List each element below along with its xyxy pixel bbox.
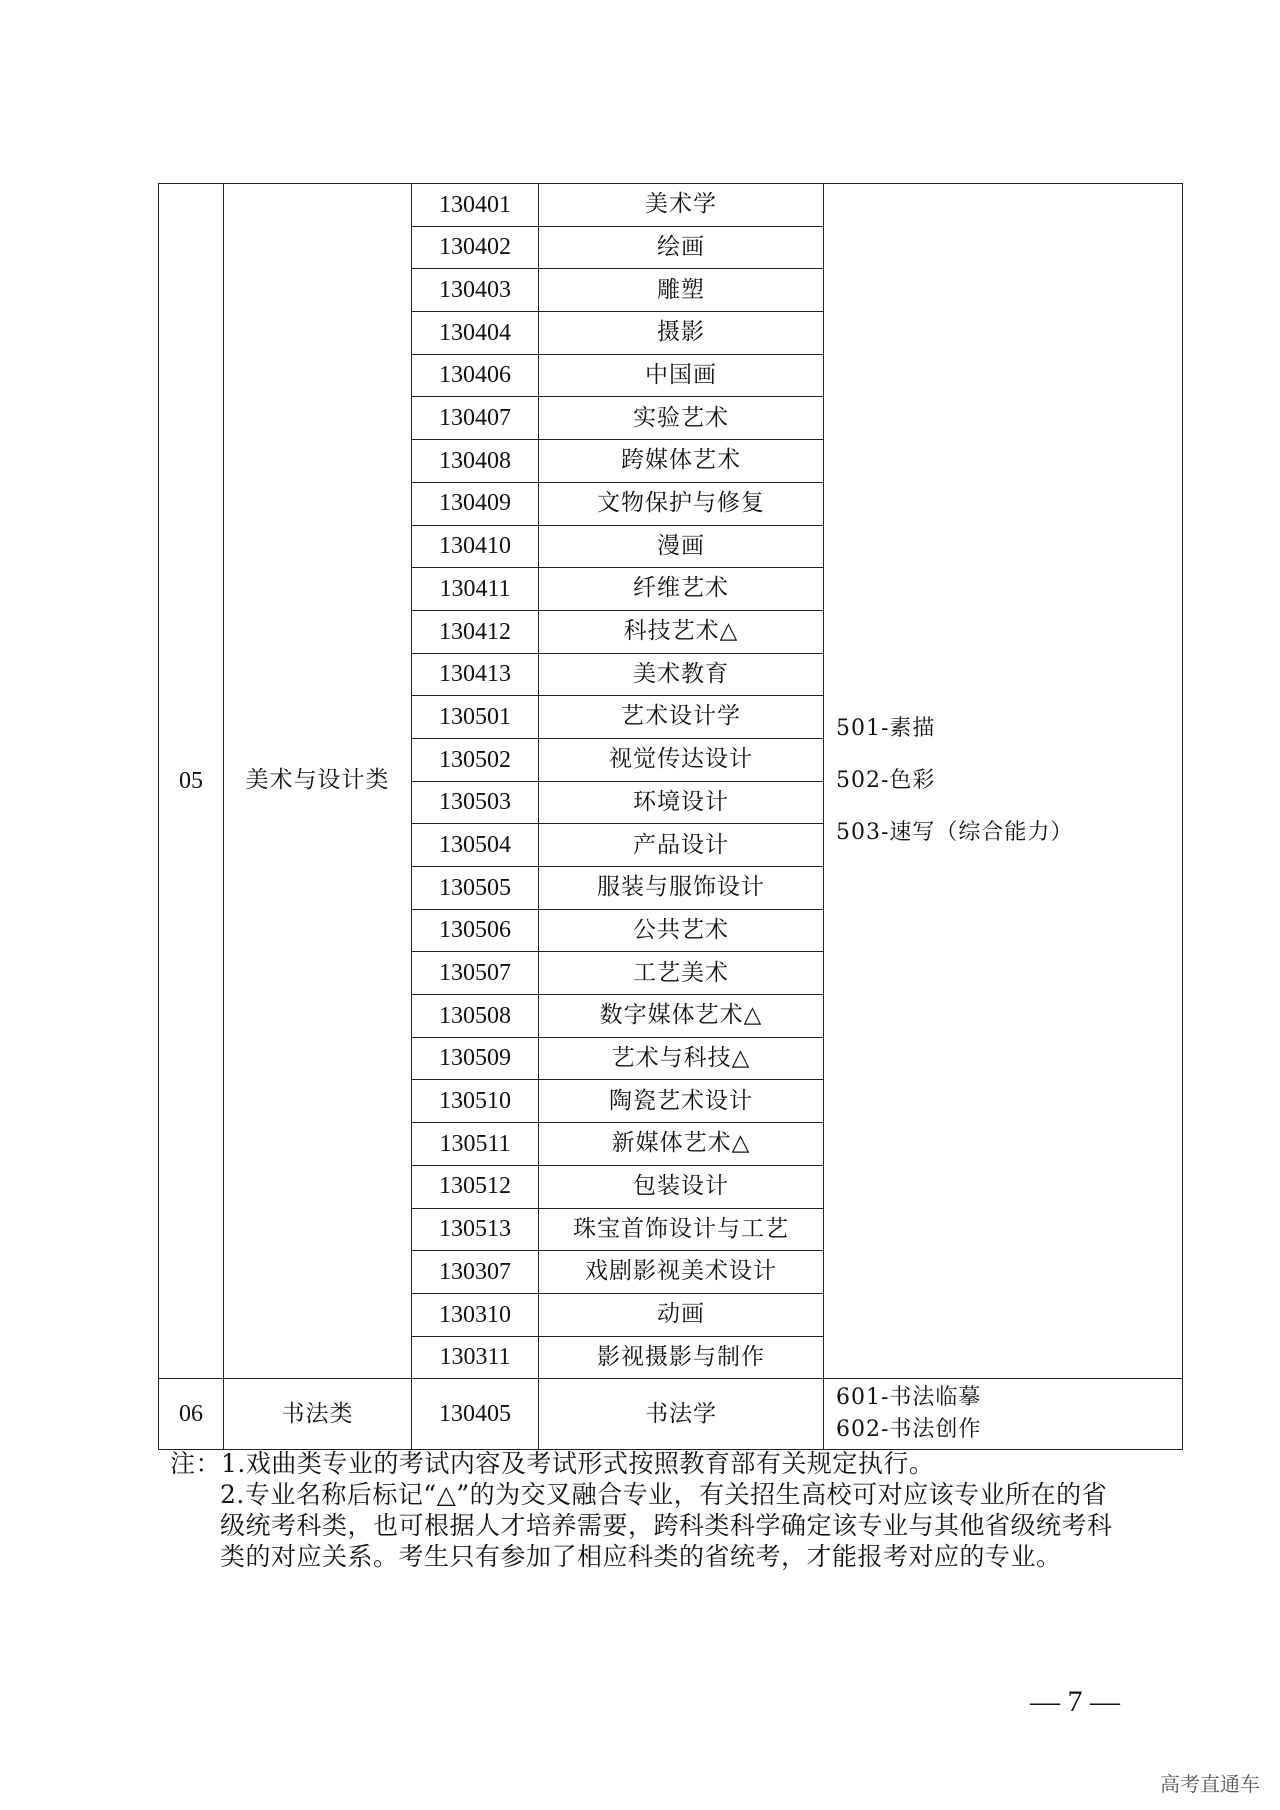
major-code: 130505 [412,867,539,910]
table-body [159,184,1183,1450]
major-name: 实验艺术 [539,397,824,440]
major-code: 130401 [412,184,539,227]
major-name: 美术学 [539,184,824,227]
major-name: 环境设计 [539,781,824,824]
major-name: 纤维艺术 [539,568,824,611]
major-code: 130410 [412,525,539,568]
page-number: — 7 — [1030,1685,1120,1718]
major-name: 数字媒体艺术△ [539,995,824,1038]
major-name: 科技艺术△ [539,610,824,653]
exam-subject: 501-素描 [836,716,936,742]
major-name: 绘画 [539,226,824,269]
exam-subjects [824,1379,1183,1450]
exam-subjects [824,184,1183,1379]
major-code: 130411 [412,568,539,611]
major-code: 130512 [412,1165,539,1208]
major-code: 130412 [412,610,539,653]
major-name: 戏剧影视美术设计 [539,1251,824,1294]
major-code: 130307 [412,1251,539,1294]
major-code: 130404 [412,312,539,355]
major-subject-table [158,183,1183,1450]
major-name: 动画 [539,1293,824,1336]
major-code: 130413 [412,653,539,696]
major-code: 130508 [412,995,539,1038]
major-code: 130310 [412,1293,539,1336]
note-1: 注：1.戏曲类专业的考试内容及考试形式按照教育部有关规定执行。 [170,1449,935,1478]
exam-subject: 602-书法创作 [836,1417,982,1443]
major-code: 130503 [412,781,539,824]
major-code: 130506 [412,909,539,952]
major-code: 130510 [412,1080,539,1123]
major-name: 公共艺术 [539,909,824,952]
major-name: 书法学 [539,1379,824,1450]
major-name: 艺术与科技△ [539,1037,824,1080]
major-code: 130407 [412,397,539,440]
major-name: 中国画 [539,354,824,397]
major-code: 130403 [412,269,539,312]
group-number: 05 [159,184,224,1379]
category-name: 书法类 [224,1379,412,1450]
major-code: 130504 [412,824,539,867]
major-name: 视觉传达设计 [539,738,824,781]
major-name: 新媒体艺术△ [539,1123,824,1166]
table-row [159,184,1183,227]
note-2: 2.专业名称后标记“△”的为交叉融合专业，有关招生高校可对应该专业所在的省级统考科类，也可根据人才培养需要，跨科类科学确定该专业与其他省级统考科类的对应关系。考生只有参加了相应科类的省统考，才能报考对应的专业。 [220,1480,1113,1571]
major-code: 130405 [412,1379,539,1450]
group-number: 06 [159,1379,224,1450]
watermark: 高考直通车 [1160,1772,1260,1796]
exam-subject: 503-速写（综合能力） [836,820,1074,846]
major-code: 130408 [412,440,539,483]
major-name: 漫画 [539,525,824,568]
major-code: 130509 [412,1037,539,1080]
major-name: 影视摄影与制作 [539,1336,824,1379]
major-name: 美术教育 [539,653,824,696]
exam-subject: 601-书法临摹 [836,1385,982,1411]
major-name: 跨媒体艺术 [539,440,824,483]
major-name: 艺术设计学 [539,696,824,739]
major-name: 服装与服饰设计 [539,867,824,910]
table-row [159,1379,1183,1450]
major-code: 130402 [412,226,539,269]
notes [170,1448,1130,1572]
category-name: 美术与设计类 [224,184,412,1379]
major-name: 陶瓷艺术设计 [539,1080,824,1123]
major-code: 130502 [412,738,539,781]
major-code: 130409 [412,482,539,525]
major-name: 珠宝首饰设计与工艺 [539,1208,824,1251]
major-code: 130501 [412,696,539,739]
major-name: 包装设计 [539,1165,824,1208]
major-name: 雕塑 [539,269,824,312]
major-code: 130513 [412,1208,539,1251]
exam-subject: 502-色彩 [836,768,936,794]
major-name: 工艺美术 [539,952,824,995]
major-code: 130311 [412,1336,539,1379]
major-name: 产品设计 [539,824,824,867]
major-name: 摄影 [539,312,824,355]
major-code: 130406 [412,354,539,397]
major-name: 文物保护与修复 [539,482,824,525]
major-code: 130507 [412,952,539,995]
major-code: 130511 [412,1123,539,1166]
